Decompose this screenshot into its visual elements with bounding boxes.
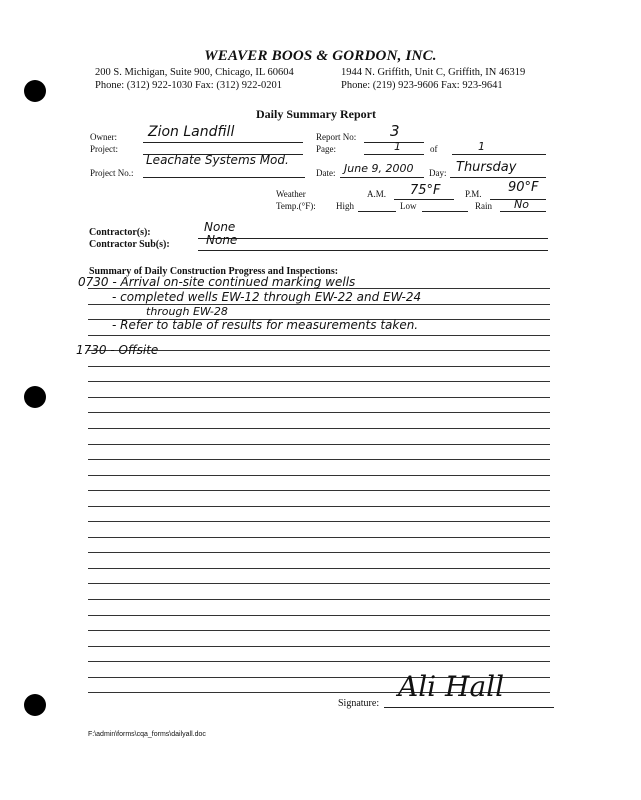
contractor-subs-underline xyxy=(198,250,548,251)
rain-underline xyxy=(500,211,546,212)
summary-line: - Refer to table of results for measurements taken. xyxy=(112,318,419,332)
page-value: 1 xyxy=(394,140,401,153)
low-label: Low xyxy=(400,201,417,211)
owner-underline xyxy=(143,142,303,143)
pm-temp-value: 90°F xyxy=(508,180,539,195)
binder-hole-middle xyxy=(24,386,46,408)
ruled-line xyxy=(88,444,550,445)
weather-label: Weather xyxy=(276,189,306,199)
pm-label: P.M. xyxy=(465,189,482,199)
date-value: June 9, 2000 xyxy=(344,162,414,175)
page-underline xyxy=(364,154,424,155)
ruled-line xyxy=(88,381,550,382)
ruled-line xyxy=(88,568,550,569)
office1-address: 200 S. Michigan, Suite 900, Chicago, IL 60604 xyxy=(95,67,294,78)
page-of-value: 1 xyxy=(478,140,485,153)
footer-file-path: F:\admin\forms\cqa_forms\dailyall.doc xyxy=(88,731,206,738)
ruled-line xyxy=(88,335,550,336)
ruled-line xyxy=(88,599,550,600)
summary-line: - completed wells EW-12 through EW-22 and EW-24 xyxy=(112,290,422,304)
ruled-line xyxy=(88,615,550,616)
contractors-value: None xyxy=(204,220,236,234)
high-label: High xyxy=(336,201,354,211)
summary-label: Summary of Daily Construction Progress and Inspections: xyxy=(89,266,339,277)
contractor-subs-label: Contractor Sub(s): xyxy=(89,239,170,250)
binder-hole-bottom xyxy=(24,694,46,716)
day-underline xyxy=(450,177,546,178)
signature-underline xyxy=(384,707,554,708)
office2-phones: Phone: (219) 923-9606 Fax: 923-9641 xyxy=(341,80,503,91)
page-label: Page: xyxy=(316,144,336,154)
report-title: Daily Summary Report xyxy=(256,107,376,121)
contractors-underline xyxy=(198,238,548,239)
day-value: Thursday xyxy=(456,160,517,175)
ruled-line xyxy=(88,630,550,631)
office2-address: 1944 N. Griffith, Unit C, Griffith, IN 46319 xyxy=(341,67,526,78)
summary-line: 0730 - Arrival on-site continued marking wells xyxy=(78,275,356,289)
low-underline xyxy=(422,211,468,212)
signature-label: Signature: xyxy=(338,698,380,709)
ruled-line xyxy=(88,428,550,429)
project-label: Project: xyxy=(90,144,118,154)
day-label: Day: xyxy=(429,168,447,178)
am-temp-value: 75°F xyxy=(410,183,441,198)
rain-label: Rain xyxy=(475,201,492,211)
owner-label: Owner: xyxy=(90,132,117,142)
ruled-line xyxy=(88,537,550,538)
am-temp-underline xyxy=(394,199,454,200)
report-no-value: 3 xyxy=(390,122,400,140)
ruled-line xyxy=(88,521,550,522)
ruled-line xyxy=(88,366,550,367)
am-label: A.M. xyxy=(367,189,387,199)
contractor-subs-value: None xyxy=(206,233,238,247)
summary-line: through EW-28 xyxy=(146,305,228,318)
binder-hole-top xyxy=(24,80,46,102)
ruled-line xyxy=(88,583,550,584)
date-underline xyxy=(340,177,424,178)
ruled-line xyxy=(88,661,550,662)
owner-value: Zion Landfill xyxy=(148,124,235,140)
ruled-line xyxy=(88,552,550,553)
date-label: Date: xyxy=(316,168,336,178)
ruled-line xyxy=(88,459,550,460)
project-value: Leachate Systems Mod. xyxy=(146,153,289,167)
ruled-line xyxy=(88,412,550,413)
page-of-label: of xyxy=(430,144,438,154)
high-underline xyxy=(358,211,396,212)
company-name: WEAVER BOOS & GORDON, INC. xyxy=(204,48,437,64)
ruled-line xyxy=(88,490,550,491)
signature-value: Ali Hall xyxy=(398,670,505,703)
ruled-line xyxy=(88,475,550,476)
office1-phones: Phone: (312) 922-1030 Fax: (312) 922-0201 xyxy=(95,80,282,91)
ruled-line xyxy=(88,506,550,507)
rain-value: No xyxy=(514,198,529,211)
page-of-underline xyxy=(452,154,546,155)
contractors-label: Contractor(s): xyxy=(89,227,151,238)
project-no-label: Project No.: xyxy=(90,168,134,178)
temp-label: Temp.(°F): xyxy=(276,201,316,211)
ruled-line xyxy=(88,397,550,398)
ruled-line xyxy=(88,646,550,647)
report-no-label: Report No: xyxy=(316,132,357,142)
project-no-underline xyxy=(143,177,305,178)
summary-line: 1730 - Offsite xyxy=(76,343,159,357)
